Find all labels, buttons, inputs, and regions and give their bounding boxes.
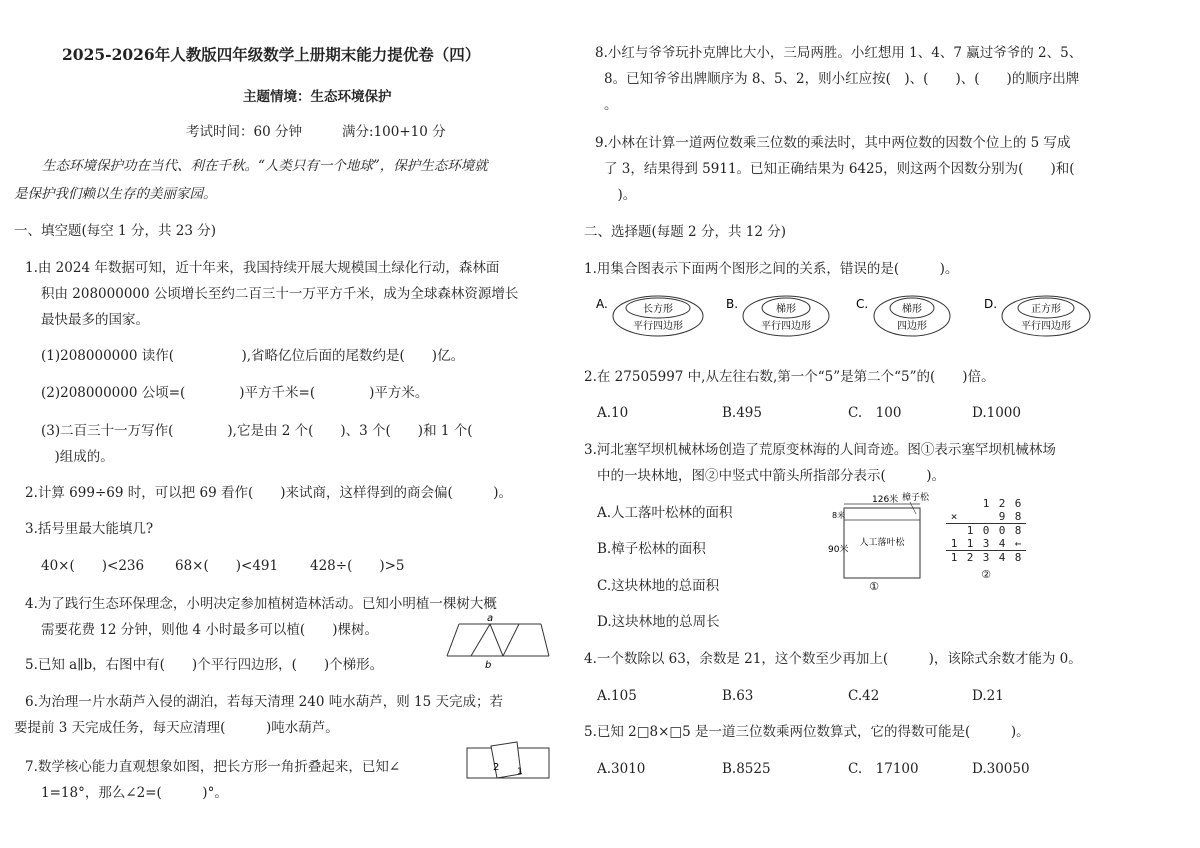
forest-plot-figure	[820, 490, 935, 592]
q1-part-3-line-2: )组成的。	[41, 449, 114, 465]
option-c-inner: 梯形	[902, 304, 922, 315]
angle-1-label: 1	[517, 767, 523, 777]
q3-item-3: 428÷( )>5	[310, 558, 405, 574]
mc5-option-a: A.3010	[597, 761, 646, 777]
option-b-diagram	[726, 296, 829, 336]
q1-part-1: (1)208000000 读作( ),省略亿位后面的尾数约是( )亿。	[41, 348, 465, 364]
mc4-stem: 4.一个数除以 63，余数是 21，这个数至少再加上( )，该除式余数才能为 0。	[584, 651, 1082, 667]
intro-line-1: 生态环境保护功在当代、利在千秋。“人类只有一个地球”，保护生态环境就	[42, 158, 488, 174]
fig1-caption: ①	[869, 580, 879, 593]
mc3-option-d: D.这块林地的总周长	[597, 614, 720, 630]
mc2-option-a: A.10	[597, 405, 629, 421]
q1-part-3-line-1: (3)二百三十一万写作( ),它是由 2 个( )、3 个( )和 1 个(	[41, 423, 473, 439]
set-diagrams	[594, 292, 1094, 342]
q1-line-2: 积由 208000000 公顷增长至约二百三十一万平方千米，成为全球森林资源增长	[41, 286, 519, 302]
q7-line-1: 7.数学核心能力直观想象如图，把长方形一角折叠起来，已知∠	[25, 759, 401, 775]
vertical-multiplication	[946, 497, 1026, 581]
mc5-stem: 5.已知 2□8×□5 是一道三位数乘两位数算式，它的得数可能是( )。	[584, 724, 1030, 740]
full-score: 满分:100+10 分	[342, 124, 446, 140]
q8-line-2: 8。已知爷爷出牌顺序为 8、5、2，则小红应按( )、( )、( )的顺序出牌	[604, 71, 1080, 87]
option-b-inner: 梯形	[776, 304, 796, 315]
mc4-option-b: B.63	[722, 688, 754, 704]
section-1-heading: 一、填空题(每空 1 分，共 23 分)	[14, 223, 216, 239]
q1-part-2: (2)208000000 公顷=( )平方千米=( )平方米。	[41, 385, 429, 401]
mc4-option-c: C.42	[848, 688, 880, 704]
q9-line-1: 9.小林在计算一道两位数乘三位数的乘法时，其中两位数的因数个位上的 5 写成	[595, 135, 1071, 151]
calc-row: 1 1 3 4 ←	[946, 537, 1026, 551]
q7-line-2: 1=18°，那么∠2=( )°。	[41, 785, 228, 801]
parallel-lines-figure	[445, 614, 553, 670]
theme-line: 主题情境：生态环境保护	[243, 89, 392, 105]
arrow-icon: ←	[1014, 537, 1022, 550]
mc3-option-b: B.樟子松林的面积	[597, 541, 706, 557]
mc2-option-b: B.495	[722, 405, 762, 421]
exam-time: 考试时间：60 分钟	[186, 124, 302, 140]
mc5-option-d: D.30050	[972, 761, 1030, 777]
option-c-diagram	[856, 296, 950, 336]
option-c-outer: 四边形	[897, 321, 927, 332]
label-a: a	[487, 613, 494, 624]
mc3-line-1: 3.河北塞罕坝机械林场创造了荒原变林海的人间奇迹。图①表示塞罕坝机械林场	[584, 442, 1056, 458]
calc-row: 1 0 0 8	[966, 524, 1022, 537]
q3-item-1: 40×( )<236	[41, 558, 145, 574]
angle-2-label: 2	[493, 762, 500, 773]
q2: 2.计算 699÷69 时，可以把 69 看作( )来试商，这样得到的商会偏( )。	[25, 485, 513, 501]
page-title: 2025-2026年人教版四年级数学上册期末能力提优卷（四）	[62, 45, 481, 64]
segment-2	[471, 624, 490, 656]
option-a-outer: 平行四边形	[633, 321, 683, 332]
q6-line-2: 要提前 3 天完成任务，每天应清理( )吨水葫芦。	[14, 720, 339, 736]
q4-line-1: 4.为了践行生态环保理念，小明决定参加植树造林活动。已知小明植一棵树大概	[25, 596, 497, 612]
intro-line-2: 是保护我们赖以生存的美丽家园。	[14, 186, 217, 202]
mc5-option-b: B.8525	[722, 761, 771, 777]
mc1-stem: 1.用集合图表示下面两个图形之间的关系，错误的是( )。	[584, 261, 959, 277]
label-b: b	[485, 660, 492, 671]
folded-rectangle-figure	[465, 742, 553, 782]
q9-line-3: )。	[604, 187, 637, 203]
q6-line-1: 6.为治理一片水葫芦入侵的湖泊，若每天清理 240 吨水葫芦，则 15 天完成；若	[25, 694, 503, 710]
option-a-letter: A.	[596, 297, 608, 311]
segment-3	[490, 624, 503, 656]
q1-line-3: 最快最多的国家。	[41, 312, 149, 328]
section-2-heading: 二、选择题(每题 2 分，共 12 分)	[584, 224, 786, 240]
mc2-stem: 2.在 27505997 中,从左往右数,第一个“5”是第二个“5”的( )倍。	[584, 369, 995, 385]
option-d-diagram	[984, 296, 1090, 336]
option-b-outer: 平行四边形	[761, 321, 811, 332]
q3-stem: 3.括号里最大能填几?	[25, 521, 154, 537]
q5: 5.已知 a∥b，右图中有( )个平行四边形，( )个梯形。	[25, 657, 384, 673]
q4-line-2: 需要花费 12 分钟，则他 4 小时最多可以植( )棵树。	[41, 622, 378, 638]
segment-4	[503, 624, 519, 656]
option-c-letter: C.	[856, 297, 869, 311]
calc-row: 1 2 6	[982, 497, 1022, 510]
q1-line-1: 1.由 2024 年数据可知，近十年来，我国持续开展大规模国土绿化行动，森林面	[25, 260, 500, 276]
mc4-option-d: D.21	[972, 688, 1004, 704]
mc4-option-a: A.105	[597, 688, 637, 704]
mc5-option-c: C. 17100	[848, 761, 919, 777]
segment-1	[447, 624, 459, 656]
small-side-label: 8米	[832, 511, 846, 520]
side-label: 90米	[828, 545, 849, 555]
option-d-letter: D.	[984, 297, 998, 311]
calc-row: × 9 8	[946, 510, 1026, 524]
fig2-caption: ②	[981, 568, 991, 581]
q8-line-3: 。	[604, 97, 618, 113]
mc2-option-d: D.1000	[972, 405, 1021, 421]
q9-line-2: 了 3，结果得到 5911。已知正确结果为 6425，则这两个因数分别为( )和(	[604, 161, 1075, 177]
mc3-option-c: C.这块林地的总面积	[597, 578, 720, 594]
option-b-letter: B.	[726, 297, 739, 311]
option-a-diagram	[596, 296, 703, 336]
corner-area-label: 樟子松	[902, 493, 930, 503]
q8-line-1: 8.小红与爷爷玩扑克牌比大小，三局两胜。小红想用 1、4、7 赢过爷爷的 2、5、	[595, 45, 1083, 61]
width-label: 126米	[872, 495, 899, 505]
mc3-line-2: 中的一块林地，图②中竖式中箭头所指部分表示( )。	[597, 468, 946, 484]
segment-5	[541, 624, 549, 656]
larch-area-label: 人工落叶松	[859, 538, 905, 548]
q3-item-2: 68×( )<491	[175, 558, 279, 574]
mc2-option-c: C. 100	[848, 405, 902, 421]
calc-row: 1 2 3 4 8	[950, 551, 1022, 564]
option-d-outer: 平行四边形	[1021, 321, 1071, 332]
option-d-inner: 正方形	[1031, 304, 1061, 315]
mc3-option-a: A.人工落叶松林的面积	[597, 505, 733, 521]
option-a-inner: 长方形	[643, 304, 673, 315]
